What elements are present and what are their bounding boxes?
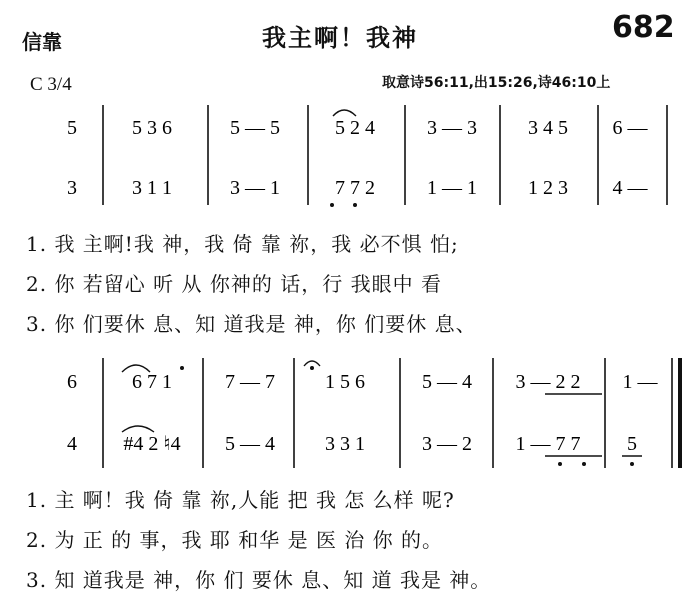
system2-lower-notes [67, 433, 637, 455]
note: 5 — 4 [225, 433, 275, 455]
note: 5 2 4 [335, 117, 375, 139]
note: 1 2 3 [528, 177, 568, 199]
note: 3 3 1 [325, 433, 365, 455]
note: 5 [67, 117, 77, 139]
lyric-line-4: 1. 主 啊！我 倚 靠 祢,人能 把 我 怎 么样 呢? [26, 488, 455, 512]
note: 6 — [612, 117, 648, 139]
hymn-title: 我主啊！我神 [262, 24, 418, 52]
note: 3 — 2 2 [515, 371, 581, 393]
note: 3 — 2 [422, 433, 472, 455]
note: 5 — 4 [422, 371, 472, 393]
note: 5 [627, 433, 637, 455]
lyric-line-2: 2. 你 若留心 听 从 你神的 话，行 我眼中 看 [26, 272, 442, 296]
note: #4 2 ♮4 [123, 433, 181, 455]
note: 7 — 7 [225, 371, 275, 393]
system1-upper-notes [67, 117, 649, 139]
octave-dot [630, 462, 634, 466]
note: 3 — 1 [230, 177, 280, 199]
note: 1 — 7 7 [515, 433, 581, 455]
system2-upper-notes [67, 371, 659, 393]
octave-dot [330, 203, 334, 207]
note: 5 — 5 [230, 117, 280, 139]
scripture-reference: 取意诗56:11,出15:26,诗46:10上 [382, 75, 611, 91]
lyric-line-6: 3. 知 道我是 神，你 们 要休 息、知 道 我是 神。 [26, 568, 492, 592]
note: 3 [67, 177, 77, 199]
note: 1 — [622, 371, 658, 393]
note: 5 3 6 [132, 117, 172, 139]
note: 1 — 1 [427, 177, 477, 199]
octave-dot [353, 203, 357, 207]
note: 3 4 5 [528, 117, 568, 139]
octave-dot [582, 462, 586, 466]
hymn-number: 682 [612, 10, 675, 45]
note: 6 [67, 371, 77, 393]
fermata [304, 361, 320, 366]
slur [333, 110, 356, 116]
note: 4 [67, 433, 77, 455]
octave-dot [310, 366, 314, 370]
lyric-line-1: 1. 我 主啊!我 神，我 倚 靠 祢，我 必不惧 怕; [26, 232, 459, 256]
octave-dot [558, 462, 562, 466]
lyric-line-3: 3. 你 们要休 息、知 道我是 神，你 们要休 息、 [26, 312, 477, 336]
note: 3 — 3 [427, 117, 477, 139]
note: 1 5 6 [325, 371, 365, 393]
note: 6 7 1 [132, 371, 172, 393]
note: 4 — [612, 177, 648, 199]
system2-barlines [103, 358, 680, 468]
system1-barlines [103, 105, 667, 205]
octave-dot [180, 366, 184, 370]
system1-lower-notes [67, 177, 649, 199]
slur [122, 426, 154, 432]
category-label: 信靠 [22, 30, 62, 54]
key-signature: C 3/4 [30, 74, 72, 95]
lyric-line-5: 2. 为 正 的 事，我 耶 和华 是 医 治 你 的。 [26, 528, 444, 552]
note: 7 7 2 [335, 177, 375, 199]
note: 3 1 1 [132, 177, 172, 199]
